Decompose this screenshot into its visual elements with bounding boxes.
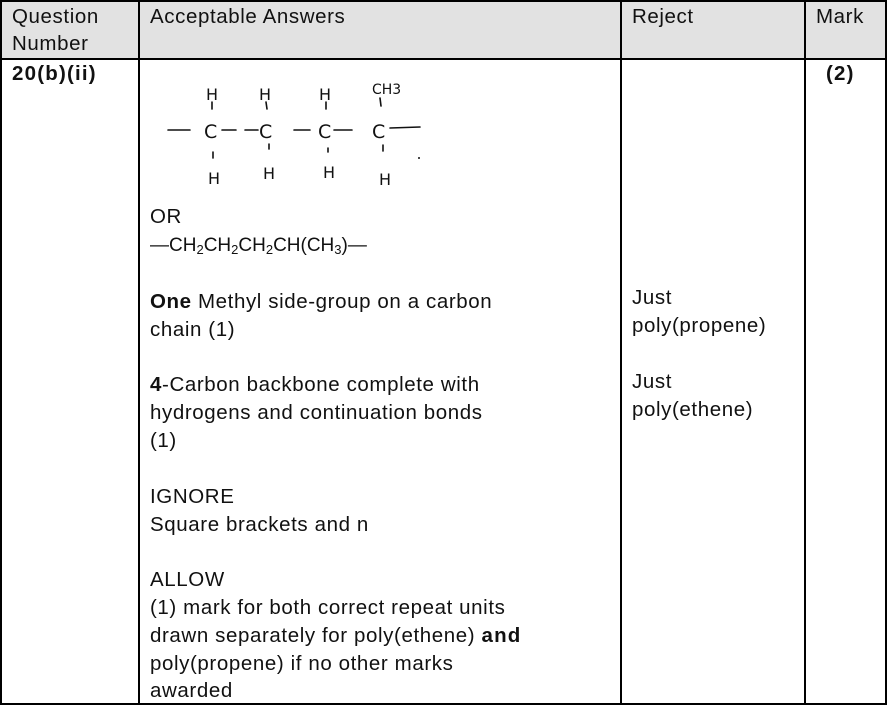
table-border-top (0, 0, 887, 2)
allow-heading: ALLOW (150, 568, 225, 591)
table-border-left (0, 0, 2, 705)
structure-top-atom-2: H (259, 85, 272, 104)
point2-line2: hydrogens and continuation bonds (150, 401, 483, 424)
allow-line2 (150, 622, 522, 650)
allow-line4: awarded (150, 679, 233, 702)
polymer-structure-drawing (160, 78, 430, 193)
formula-sub-3: 2 (265, 242, 274, 257)
point1-text: Methyl side-group on a carbon (191, 290, 493, 313)
allow-line1: (1) mark for both correct repeat units (150, 596, 506, 619)
structure-top-atom-1: H (206, 85, 219, 104)
reject-2-line1: Just (632, 370, 672, 393)
column-divider-3 (804, 0, 806, 705)
formula-part-4: CH(CH (273, 235, 335, 256)
structure-chain-atom-3: C (318, 121, 332, 143)
mark-value: (2) (826, 62, 855, 85)
structure-top-atom-4: CH3 (372, 82, 402, 98)
or-label: OR (150, 205, 182, 228)
formula-part-2: CH (203, 235, 232, 256)
ignore-text: Square brackets and n (150, 513, 369, 536)
formula-sub-1: 2 (196, 242, 204, 257)
structure-chain-atom-2: C (259, 121, 273, 143)
reject-1-line1: Just (632, 286, 672, 309)
structure-chain-atom-4: C (372, 121, 386, 143)
header-mark: Mark (816, 5, 864, 28)
point1-bold: One (150, 290, 192, 313)
reject-2-line2: poly(ethene) (632, 398, 754, 421)
point2-text: -Carbon backbone complete with (162, 373, 480, 396)
header-reject: Reject (632, 5, 694, 28)
column-divider-2 (620, 0, 622, 705)
allow-line3: poly(propene) if no other marks (150, 652, 454, 675)
point1-line1 (150, 288, 492, 316)
header-question-line1: Question (12, 5, 99, 28)
question-number: 20(b)(ii) (12, 62, 97, 85)
header-divider (0, 58, 887, 60)
point2-line1 (150, 371, 480, 399)
reject-1-line2: poly(propene) (632, 314, 767, 337)
structure-bottom-atom-3: H (323, 163, 336, 182)
column-divider-1 (138, 0, 140, 705)
header-answers: Acceptable Answers (150, 5, 346, 28)
allow-line2-bold: and (481, 624, 522, 647)
structure-bottom-atom-2: H (263, 164, 276, 183)
formula-part-1: —CH (150, 235, 197, 256)
point1-line2: chain (1) (150, 318, 236, 341)
formula-part-5: )— (341, 235, 367, 256)
formula-part-3: CH (238, 235, 266, 256)
structure-top-atom-3: H (319, 85, 332, 104)
header-question-line2: Number (12, 32, 89, 55)
point2-bold: 4 (150, 373, 163, 396)
formula-sub-2: 2 (231, 242, 239, 257)
structure-bottom-atom-4: H (379, 170, 392, 189)
structure-bottom-atom-1: H (208, 169, 221, 188)
structure-chain-atom-1: C (204, 121, 218, 143)
allow-line2-text: drawn separately for poly(ethene) (150, 624, 482, 647)
formula-sub-4: 3 (334, 242, 342, 257)
point2-line3: (1) (150, 429, 177, 452)
condensed-formula (150, 232, 367, 264)
ignore-heading: IGNORE (150, 485, 235, 508)
